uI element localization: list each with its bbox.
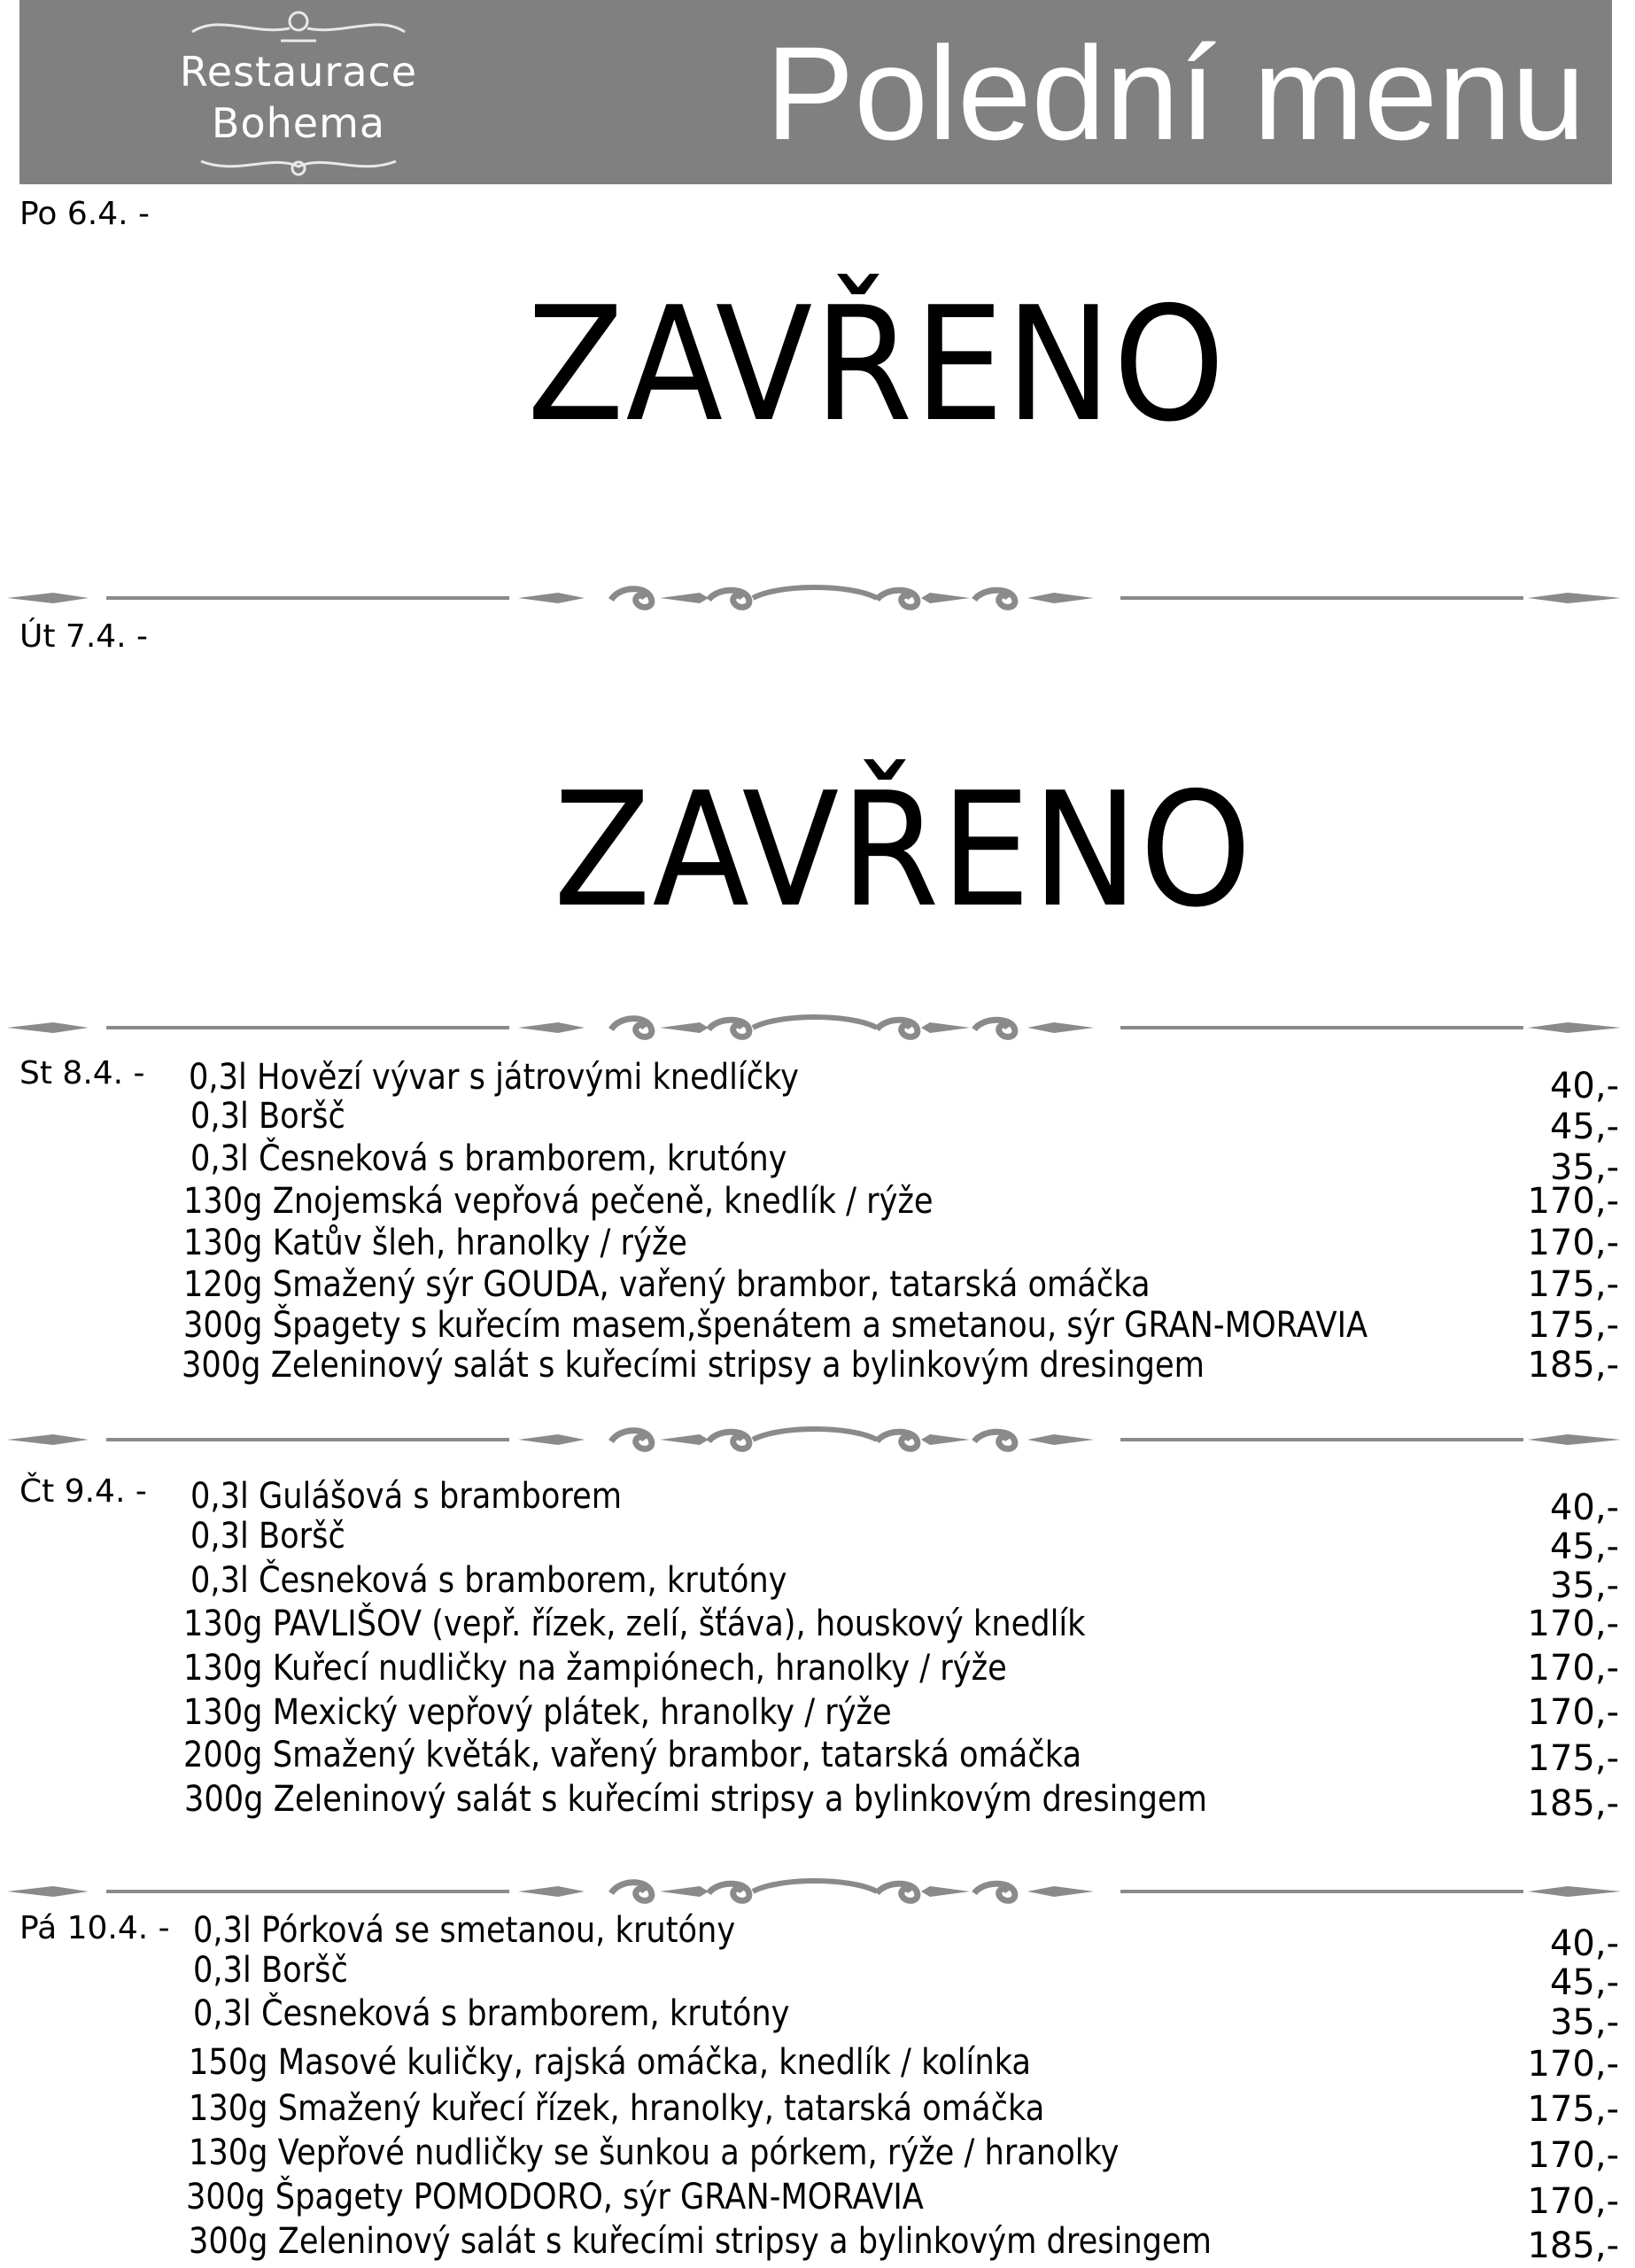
menu-item: 300g Zeleninový salát s kuřecími stripsy a bylinkovým dresingem	[182, 1345, 1205, 1386]
menu-item: 0,3l Hovězí vývar s játrovými knedlíčky	[189, 1057, 800, 1098]
ornamental-divider	[0, 580, 1635, 616]
menu-price: 185,-	[1527, 2225, 1619, 2266]
menu-item: 300g Zeleninový salát s kuřecími stripsy a bylinkovým dresingem	[184, 1779, 1207, 1820]
menu-price: 40,-	[1549, 1066, 1619, 1107]
menu-item: 0,3l Boršč	[193, 1950, 348, 1991]
ornamental-divider	[0, 1874, 1635, 1909]
menu-price: 45,-	[1549, 1962, 1619, 2003]
day-label-tuesday: Út 7.4. -	[19, 618, 149, 655]
menu-item: 0,3l Gulášová s bramborem	[190, 1476, 623, 1517]
logo-top-ornament-icon	[183, 5, 414, 46]
day-label-thursday: Čt 9.4. -	[19, 1473, 147, 1510]
menu-price: 175,-	[1527, 1305, 1619, 1346]
menu-price: 170,-	[1527, 1692, 1619, 1733]
menu-price: 170,-	[1527, 2181, 1619, 2222]
menu-price: 170,-	[1527, 1648, 1619, 1689]
menu-price: 170,-	[1527, 2044, 1619, 2085]
page-title: Polední menu	[765, 19, 1585, 167]
menu-price: 40,-	[1549, 1487, 1619, 1528]
closed-notice-tuesday: ZAVŘENO	[554, 758, 1253, 942]
menu-item: 130g Znojemská vepřová pečeně, knedlík / rýže	[183, 1181, 934, 1222]
menu-item: 130g Smažený kuřecí řízek, hranolky, tatarská omáčka	[189, 2088, 1045, 2129]
menu-item: 300g Zeleninový salát s kuřecími stripsy a bylinkovým dresingem	[189, 2221, 1212, 2262]
menu-price: 35,-	[1549, 1565, 1619, 1606]
menu-item: 0,3l Boršč	[190, 1096, 345, 1137]
menu-item: 300g Špagety s kuřecím masem,špenátem a smetanou, sýr GRAN-MORAVIA	[183, 1305, 1368, 1346]
menu-item: 0,3l Boršč	[190, 1516, 345, 1557]
menu-item: 120g Smažený sýr GOUDA, vařený brambor, tatarská omáčka	[183, 1264, 1151, 1305]
menu-item: 130g PAVLIŠOV (vepř. řízek, zelí, šťáva), houskový knedlík	[183, 1604, 1086, 1644]
menu-price: 45,-	[1549, 1107, 1619, 1147]
day-label-monday: Po 6.4. -	[19, 196, 151, 232]
menu-price: 170,-	[1527, 1223, 1619, 1263]
menu-price: 185,-	[1527, 1783, 1619, 1824]
menu-item: 0,3l Česneková s bramborem, krutóny	[190, 1560, 787, 1601]
menu-item: 130g Kuřecí nudličky na žampiónech, hranolky / rýže	[183, 1648, 1007, 1689]
logo-line-restaurace: Restaurace	[179, 48, 418, 96]
logo-line-bohema: Bohema	[211, 99, 386, 147]
menu-price: 35,-	[1549, 1147, 1619, 1188]
menu-price: 40,-	[1549, 1923, 1619, 1964]
menu-item: 0,3l Česneková s bramborem, krutóny	[190, 1138, 787, 1179]
menu-item: 0,3l Pórková se smetanou, krutóny	[193, 1910, 736, 1951]
menu-item: 130g Vepřové nudličky se šunkou a pórkem, rýže / hranolky	[189, 2132, 1120, 2173]
menu-price: 170,-	[1527, 2135, 1619, 2176]
menu-item: 130g Mexický vepřový plátek, hranolky / rýže	[183, 1692, 892, 1733]
menu-price: 175,-	[1527, 2089, 1619, 2130]
menu-price: 185,-	[1527, 1345, 1619, 1386]
menu-price: 175,-	[1527, 1264, 1619, 1305]
menu-item: 200g Smažený květák, vařený brambor, tatarská omáčka	[183, 1735, 1082, 1775]
day-label-friday: Pá 10.4. -	[19, 1910, 170, 1946]
menu-item: 130g Katův šleh, hranolky / rýže	[183, 1223, 687, 1263]
menu-price: 170,-	[1527, 1604, 1619, 1644]
ornamental-divider	[0, 1010, 1635, 1045]
day-label-wednesday: St 8.4. -	[19, 1055, 145, 1091]
menu-price: 35,-	[1549, 2002, 1619, 2043]
menu-price: 170,-	[1527, 1181, 1619, 1222]
menu-price: 45,-	[1549, 1526, 1619, 1567]
menu-item: 300g Špagety POMODORO, sýr GRAN-MORAVIA	[186, 2177, 924, 2218]
restaurant-logo	[157, 5, 440, 183]
menu-item: 0,3l Česneková s bramborem, krutóny	[193, 1993, 790, 2034]
menu-price: 175,-	[1527, 1738, 1619, 1779]
logo-bottom-ornament-icon	[183, 149, 414, 184]
header-banner	[19, 0, 1612, 184]
ornamental-divider	[0, 1422, 1635, 1457]
menu-item: 150g Masové kuličky, rajská omáčka, knedlík / kolínka	[189, 2042, 1031, 2083]
closed-notice-monday: ZAVŘENO	[527, 273, 1227, 456]
